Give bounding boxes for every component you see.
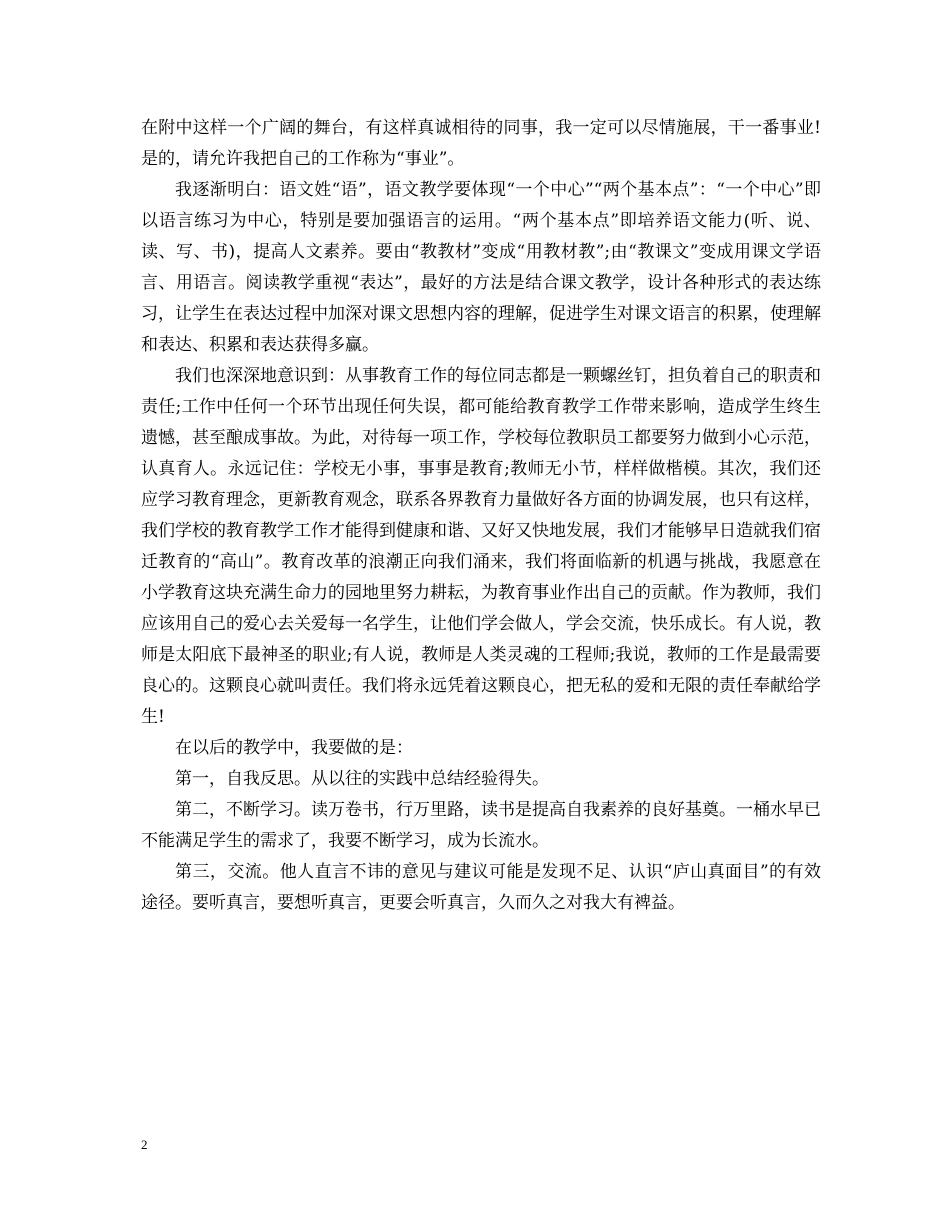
paragraph-1: 在附中这样一个广阔的舞台，有这样真诚相待的同事，我一定可以尽情施展，干一番事业!是的，请允许我把自己的工作称为“事业”。 bbox=[141, 118, 821, 169]
paragraph-2: 我逐渐明白：语文姓“语”，语文教学要体现“一个中心”“两个基本点”：“一个中心”即以语言练习为中心，特别是要加强语言的运用。“两个基本点”即培养语文能力(听、说、读、写、书)，提高人文素养。要由“教教材”变成“用教材教”;由“教课文”变成用课文学语言、用语言。阅读教学重视“表达”，最好的方法是结合课文教学，设计各种形式的表达练习，让学生在表达过程中加深对课文思想内容的理解，促进学生对课文语言的积累，使理解和表达、积累和表达获得多赢。 bbox=[141, 180, 821, 355]
document-body bbox=[141, 113, 821, 919]
page-number: 2 bbox=[141, 1137, 148, 1152]
paragraph-5: 第一，自我反思。从以往的实践中总结经验得失。 bbox=[175, 769, 549, 789]
paragraph-4: 在以后的教学中，我要做的是： bbox=[175, 738, 413, 758]
paragraph-6: 第二，不断学习。读万卷书，行万里路，读书是提高自我素养的良好基奠。一桶水早已不能满足学生的需求了，我要不断学习，成为长流水。 bbox=[141, 800, 821, 851]
paragraph-7: 第三，交流。他人直言不讳的意见与建议可能是发现不足、认识“庐山真面目”的有效途径。要听真言，要想听真言，更要会听真言，久而久之对我大有裨益。 bbox=[141, 862, 821, 913]
paragraph-3: 我们也深深地意识到：从事教育工作的每位同志都是一颗螺丝钉，担负着自己的职责和责任;工作中任何一个环节出现任何失误，都可能给教育教学工作带来影响，造成学生终生遗憾，甚至酿成事故。为此，对待每一项工作，学校每位教职员工都要努力做到小心示范，认真育人。永远记住：学校无小事，事事是教育;教师无小节，样样做楷模。其次，我们还应学习教育理念，更新教育观念，联系各界教育力量做好各方面的协调发展，也只有这样，我们学校的教育教学工作才能得到健康和谐、又好又快地发展，我们才能够早日造就我们宿迁教育的“高山”。教育改革的浪潮正向我们涌来，我们将面临新的机遇与挑战，我愿意在小学教育这块充满生命力的园地里努力耕耘，为教育事业作出自己的贡献。作为教师，我们应该用自己的爱心去关爱每一名学生，让他们学会做人，学会交流，快乐成长。有人说，教师是太阳底下最神圣的职业;有人说，教师是人类灵魂的工程师;我说，教师的工作是最需要良心的。这颗良心就叫责任。我们将永远凭着这颗良心，把无私的爱和无限的责任奉献给学生! bbox=[141, 366, 821, 727]
